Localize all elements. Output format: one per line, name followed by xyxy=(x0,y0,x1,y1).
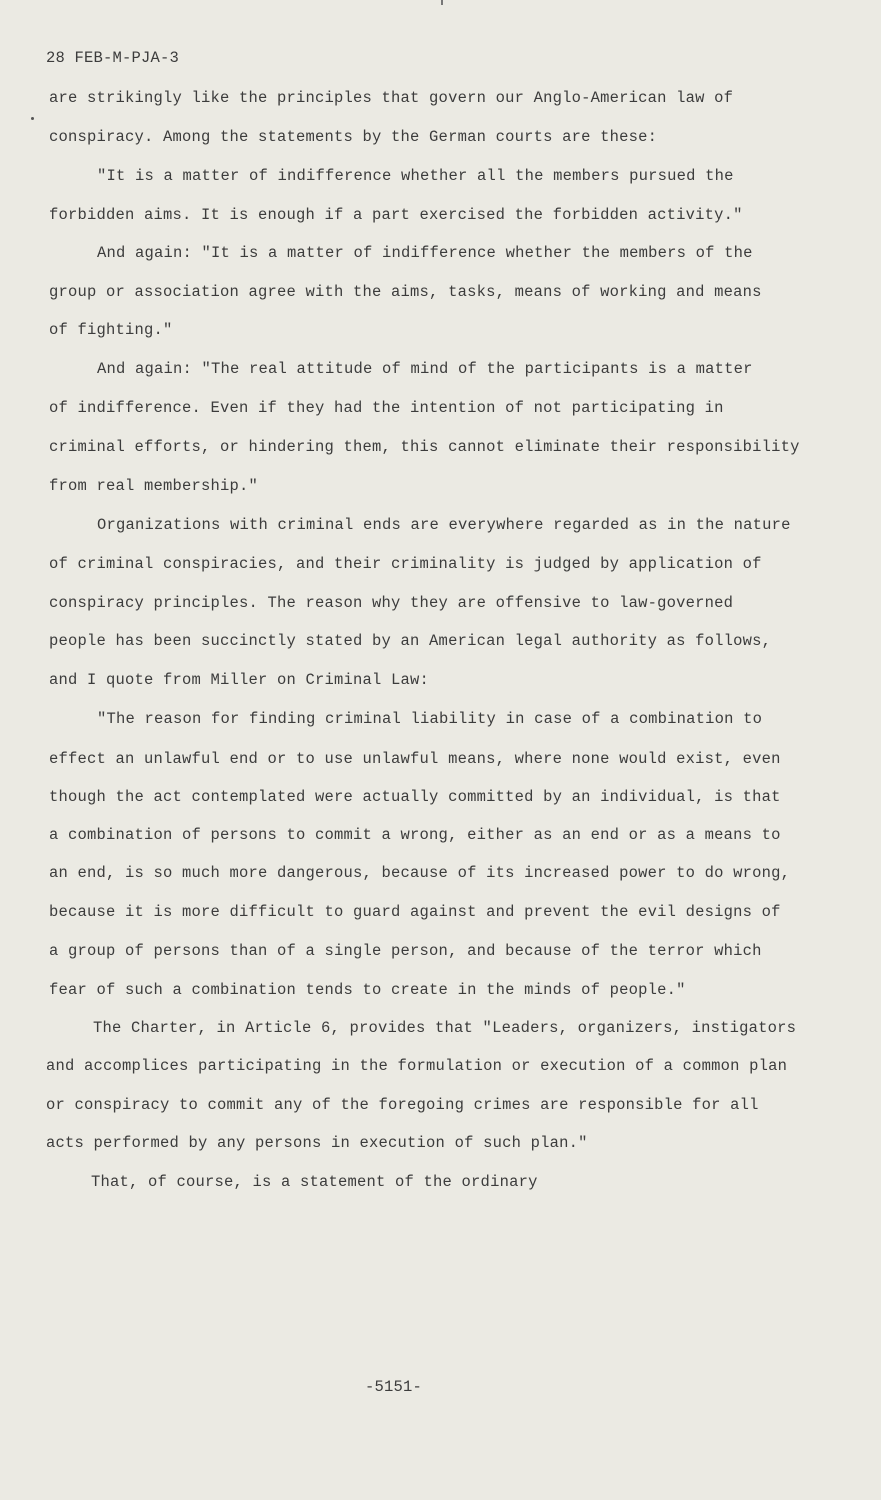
text-line: people has been succinctly stated by an American legal authority as follows, xyxy=(49,632,772,650)
text-line: and I quote from Miller on Criminal Law: xyxy=(49,671,430,689)
text-line: "The reason for finding criminal liability in case of a combination to xyxy=(97,710,763,728)
text-line: conspiracy. Among the statements by the German courts are these: xyxy=(49,128,658,146)
text-line: of criminal conspiracies, and their criminality is judged by application of xyxy=(49,555,762,573)
text-line: or conspiracy to commit any of the foregoing crimes are responsible for all xyxy=(46,1096,759,1114)
top-edge-mark xyxy=(441,0,443,5)
text-line: The Charter, in Article 6, provides that "Leaders, organizers, instigators xyxy=(93,1019,797,1037)
text-line: and accomplices participating in the formulation or execution of a common plan xyxy=(46,1057,788,1075)
text-line: criminal efforts, or hindering them, this cannot eliminate their responsibility xyxy=(49,438,800,456)
text-line: And again: "It is a matter of indifference whether the members of the xyxy=(97,244,753,262)
text-line: effect an unlawful end or to use unlawful means, where none would exist, even xyxy=(49,750,781,768)
text-line: an end, is so much more dangerous, because of its increased power to do wrong, xyxy=(49,864,791,882)
text-line: That, of course, is a statement of the ordinary xyxy=(91,1173,538,1191)
text-line: are strikingly like the principles that govern our Anglo-American law of xyxy=(49,89,734,107)
text-line: Organizations with criminal ends are everywhere regarded as in the nature xyxy=(97,516,791,534)
text-line: And again: "The real attitude of mind of the participants is a matter xyxy=(97,360,753,378)
text-line: group or association agree with the aims, tasks, means of working and means xyxy=(49,283,762,301)
text-line: though the act contemplated were actually committed by an individual, is that xyxy=(49,788,781,806)
text-line: fear of such a combination tends to create in the minds of people." xyxy=(49,981,686,999)
text-line: a group of persons than of a single person, and because of the terror which xyxy=(49,942,762,960)
document-reference: 28 FEB-M-PJA-3 xyxy=(46,49,180,67)
text-line: of indifference. Even if they had the intention of not participating in xyxy=(49,399,724,417)
text-line: forbidden aims. It is enough if a part exercised the forbidden activity." xyxy=(49,206,743,224)
text-line: because it is more difficult to guard against and prevent the evil designs of xyxy=(49,903,781,921)
text-line: acts performed by any persons in execution of such plan." xyxy=(46,1134,588,1152)
page-number: -5151- xyxy=(365,1378,423,1396)
text-line: of fighting." xyxy=(49,321,173,339)
text-line: "It is a matter of indifference whether all the members pursued the xyxy=(97,167,734,185)
text-line: conspiracy principles. The reason why they are offensive to law-governed xyxy=(49,594,734,612)
text-line: a combination of persons to commit a wrong, either as an end or as a means to xyxy=(49,826,781,844)
text-line: from real membership." xyxy=(49,477,259,495)
margin-dot xyxy=(31,117,34,120)
